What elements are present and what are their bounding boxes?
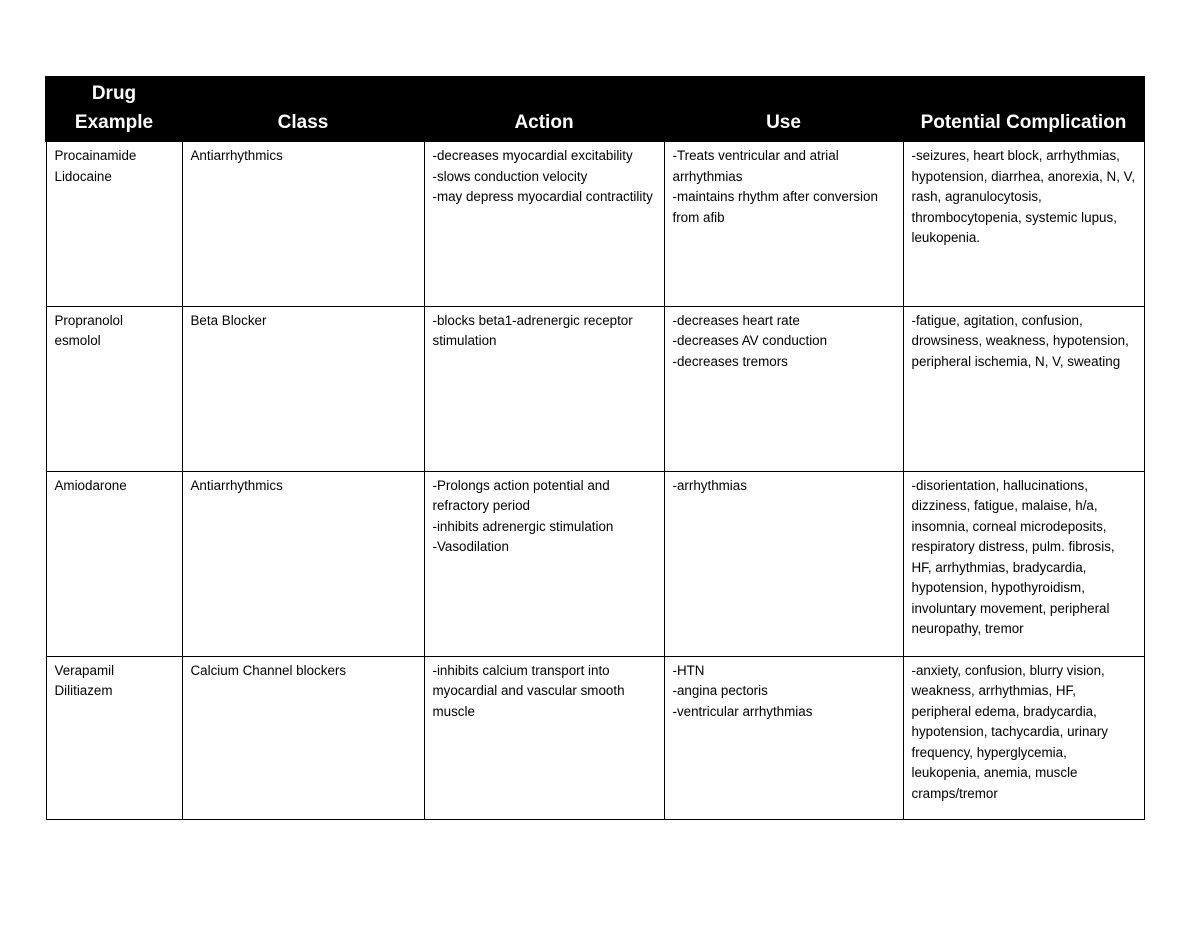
header-class: Class xyxy=(182,77,424,141)
use-item: -ventricular arrhythmias xyxy=(672,703,813,719)
action-item: -inhibits adrenergic stimulation xyxy=(432,518,614,534)
use-item: -HTN xyxy=(672,662,705,678)
cell-drugs xyxy=(46,141,182,306)
cell-complication: -anxiety, confusion, blurry vision, weakness, arrhythmias, HF, peripheral edema, bradycardia, hypotension, tachycardia, urinary frequency, hyperglycemia, leukopenia, anemia, muscle cramps/tremor xyxy=(903,656,1144,819)
action-item: -Vasodilation xyxy=(432,539,509,554)
use-item: -arrhythmias xyxy=(672,477,747,493)
cell-action xyxy=(424,306,664,471)
use-item: -decreases heart rate xyxy=(672,312,800,328)
table-row xyxy=(46,141,1144,306)
table-body xyxy=(46,141,1144,819)
header-potential-complication: Potential Complication xyxy=(903,77,1144,141)
cell-use xyxy=(664,471,903,656)
cell-class: Antiarrhythmics xyxy=(182,141,424,306)
cell-action xyxy=(424,471,664,656)
cell-class: Antiarrhythmics xyxy=(182,471,424,656)
cell-drugs xyxy=(46,306,182,471)
cell-action xyxy=(424,656,664,819)
action-item: -slows conduction velocity xyxy=(432,168,588,184)
use-item: -decreases tremors xyxy=(672,353,788,369)
action-item: -may depress myocardial contractility xyxy=(432,189,653,204)
header-row xyxy=(46,77,1144,141)
action-item: -blocks beta1-adrenergic receptor stimulation xyxy=(432,312,633,348)
cell-use xyxy=(664,656,903,819)
drug-name: Verapamil xyxy=(54,662,115,678)
action-item: -inhibits calcium transport into myocardial and vascular smooth muscle xyxy=(432,662,625,719)
cell-drugs xyxy=(46,656,182,819)
cell-complication: -fatigue, agitation, confusion, drowsiness, weakness, hypotension, peripheral ischemia, N, V, sweating xyxy=(903,306,1144,471)
drug-name: Amiodarone xyxy=(54,477,127,493)
drug-name: Lidocaine xyxy=(54,168,112,184)
cell-class: Calcium Channel blockers xyxy=(182,656,424,819)
cell-class: Beta Blocker xyxy=(182,306,424,471)
table-row xyxy=(46,306,1144,471)
table-row xyxy=(46,471,1144,656)
drug-name: esmolol xyxy=(54,333,101,348)
table-header xyxy=(46,77,1144,141)
cell-action xyxy=(424,141,664,306)
header-use: Use xyxy=(664,77,903,141)
cell-complication: -seizures, heart block, arrhythmias, hypotension, diarrhea, anorexia, N, V, rash, agranulocytosis, thrombocytopenia, systemic lupus, leukopenia. xyxy=(903,141,1144,306)
use-item: -maintains rhythm after conversion from afib xyxy=(672,189,878,225)
use-item: -Treats ventricular and atrial arrhythmias xyxy=(672,148,839,184)
action-item: -Prolongs action potential and refractory period xyxy=(432,477,610,513)
header-action: Action xyxy=(424,77,664,141)
cell-complication: -disorientation, hallucinations, dizziness, fatigue, malaise, h/a, insomnia, corneal microdeposits, respiratory distress, pulm. fibrosis, HF, arrhythmias, bradycardia, hypotension, hypothyroidism, involuntary movement, peripheral neuropathy, tremor xyxy=(903,471,1144,656)
header-drug-example: Drug Example xyxy=(46,77,182,141)
drug-name: Dilitiazem xyxy=(54,683,113,698)
action-item: -decreases myocardial excitability xyxy=(432,148,633,163)
cell-use xyxy=(664,141,903,306)
cell-use xyxy=(664,306,903,471)
drug-name: Procainamide xyxy=(54,148,137,163)
use-item: -decreases AV conduction xyxy=(672,333,828,348)
table-row xyxy=(46,656,1144,819)
cell-drugs xyxy=(46,471,182,656)
drug-table xyxy=(45,76,1145,820)
drug-name: Propranolol xyxy=(54,312,123,328)
use-item: -angina pectoris xyxy=(672,683,768,698)
